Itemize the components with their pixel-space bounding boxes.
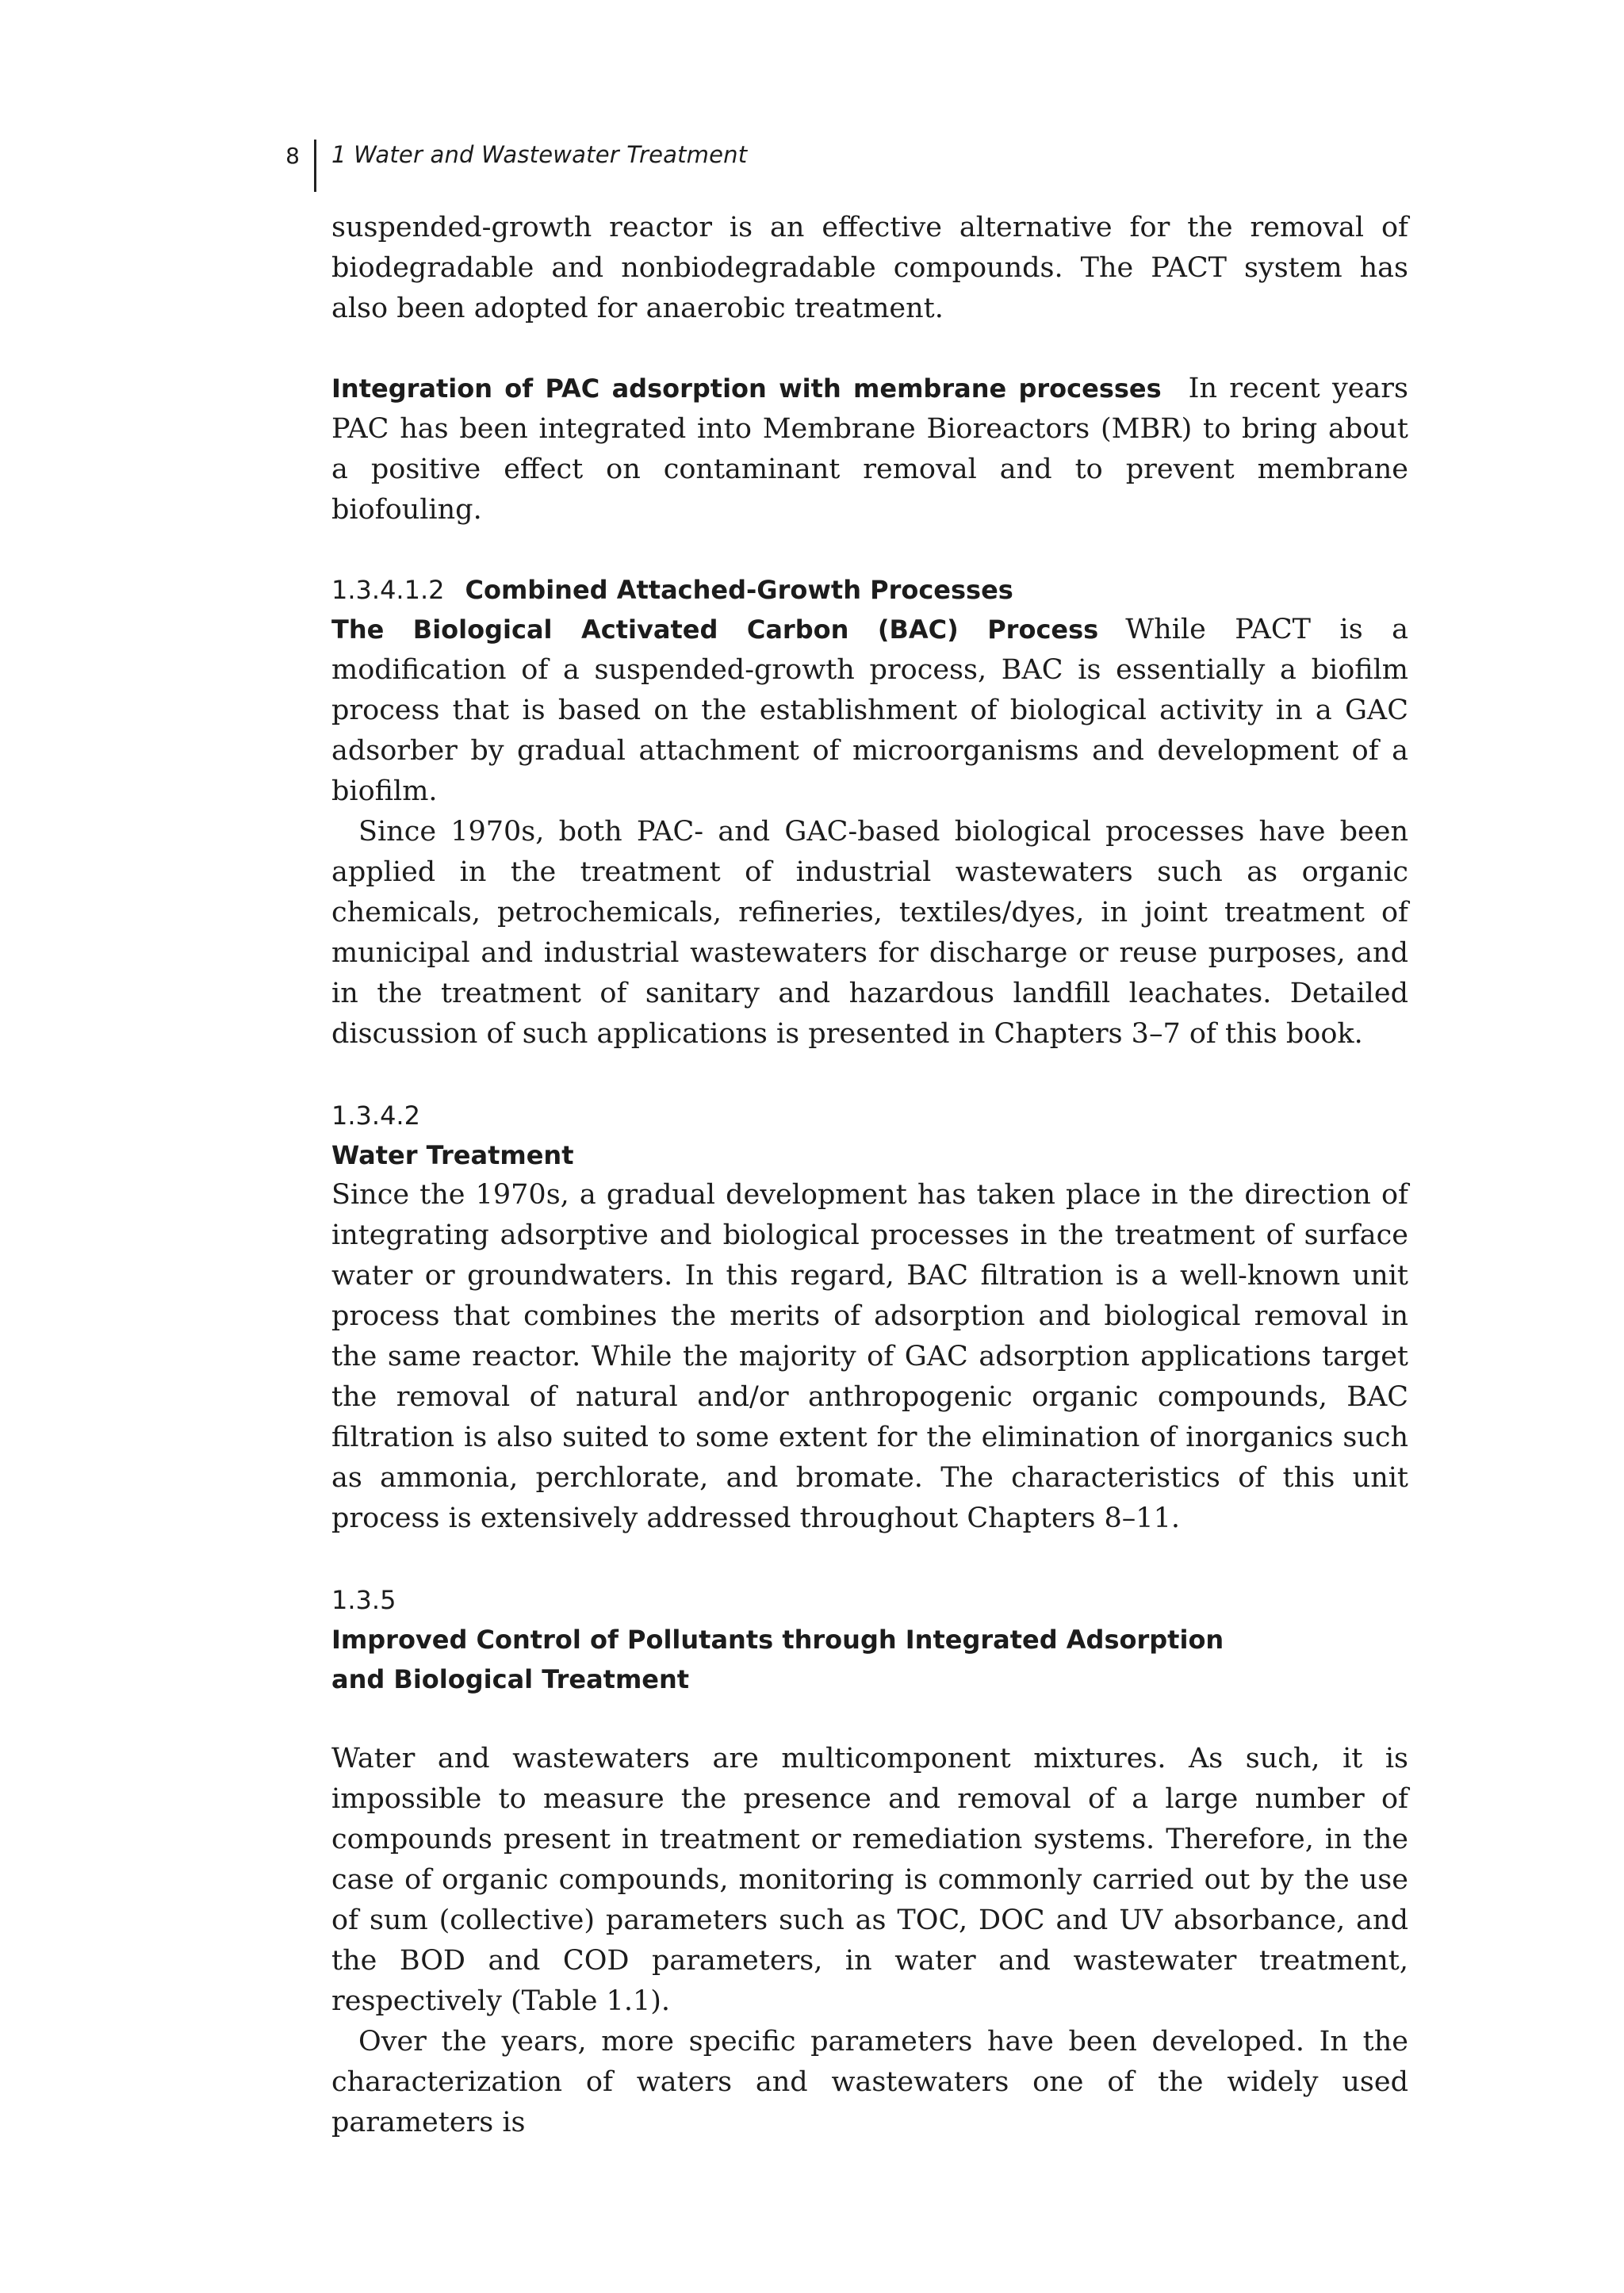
page-body [331,208,1408,2143]
section-title-water-treatment: Water Treatment [331,1140,574,1170]
section-number: 1.3.4.1.2 [331,575,445,605]
section-number-1-3-4-2: 1.3.4.2 [331,1101,420,1131]
section-number-1-3-5: 1.3.5 [331,1585,396,1615]
paragraph-multicomponent-mixtures: Water and wastewaters are multicomponent mixtures. As such, it is impossible to measure the presence and removal of a large number of compounds present in treatment or remediation systems. Therefore, in the case of organic compounds, monitoring is commonly carried out by the use of sum (collective) parameters such as TOC, DOC and UV absorbance, and the BOD and COD parameters, in water and wastewater treatment, respectively (Table 1.1). [331,1743,1408,2017]
spacer [331,329,1408,369]
spacer [331,1699,1408,1739]
section-title-improved-control-line1: Improved Control of Pollutants through Integrated Adsorption [331,1625,1224,1655]
paragraph-pac-gac-applications: Since 1970s, both PAC- and GAC-based biological processes have been applied in the treatment of industrial wastewaters such as organic chemicals, petrochemicals, refineries, textiles/dyes, in joint treatment of municipal and industrial wastewaters for discharge or reuse purposes, and in the treatment of sanitary and hazardous landfill leachates. Detailed discussion of such applications is presented in Chapters 3–7 of this book. [331,816,1408,1050]
paragraph-pac-membrane [331,369,1408,530]
page-number: 8 [285,143,300,169]
paragraph-pact-continuation: suspended-growth reactor is an effective alternative for the removal of biodegradable and nonbiodegradable compounds. The PACT system has also been adopted for anaerobic treatment. [331,212,1408,324]
spacer [331,1539,1408,1580]
run-in-heading-bac: The Biological Activated Carbon (BAC) Process [331,614,1099,645]
header-divider [314,140,316,192]
page-header [278,140,1427,195]
bac-process-text: While PACT is a modification of a suspended-growth process, BAC is essentially a biofilm process that is based on the establishment of biological activity in a GAC adsorber by gradual attachment of microorganisms and development of a biofilm. [331,614,1408,807]
pac-membrane-text: In recent years PAC has been integrated into Membrane Bioreactors (MBR) to bring about a positive effect on contaminant removal and to prevent membrane biofouling. [331,373,1408,526]
paragraph-water-treatment: Since the 1970s, a gradual development has taken place in the direction of integrating adsorptive and biological processes in the treatment of surface water or groundwaters. In this regard, BAC filtration is a well-known unit process that combines the merits of adsorption and biological removal in the same reactor. While the majority of GAC adsorption applications target the removal of natural and/or anthropogenic organic compounds, BAC filtration is also suited to some extent for the elimination of inorganics such as ammonia, perchlorate, and bromate. The characteristics of this unit process is extensively addressed throughout Chapters 8–11. [331,1179,1408,1534]
run-in-heading-pac-membrane: Integration of PAC adsorption with membrane processes [331,373,1162,404]
section-title: Combined Attached-Growth Processes [465,575,1013,605]
running-title: 1 Water and Wastewater Treatment [331,141,748,168]
paragraph-specific-parameters: Over the years, more specific parameters have been developed. In the characterization of waters and wastewaters one of the widely used parameters is [331,2026,1408,2138]
section-title-improved-control-line2: and Biological Treatment [331,1664,690,1694]
section-heading-1-3-4-1-2 [331,570,1408,610]
spacer [331,530,1408,570]
spacer [331,1055,1408,1096]
paragraph-bac-process [331,610,1408,812]
